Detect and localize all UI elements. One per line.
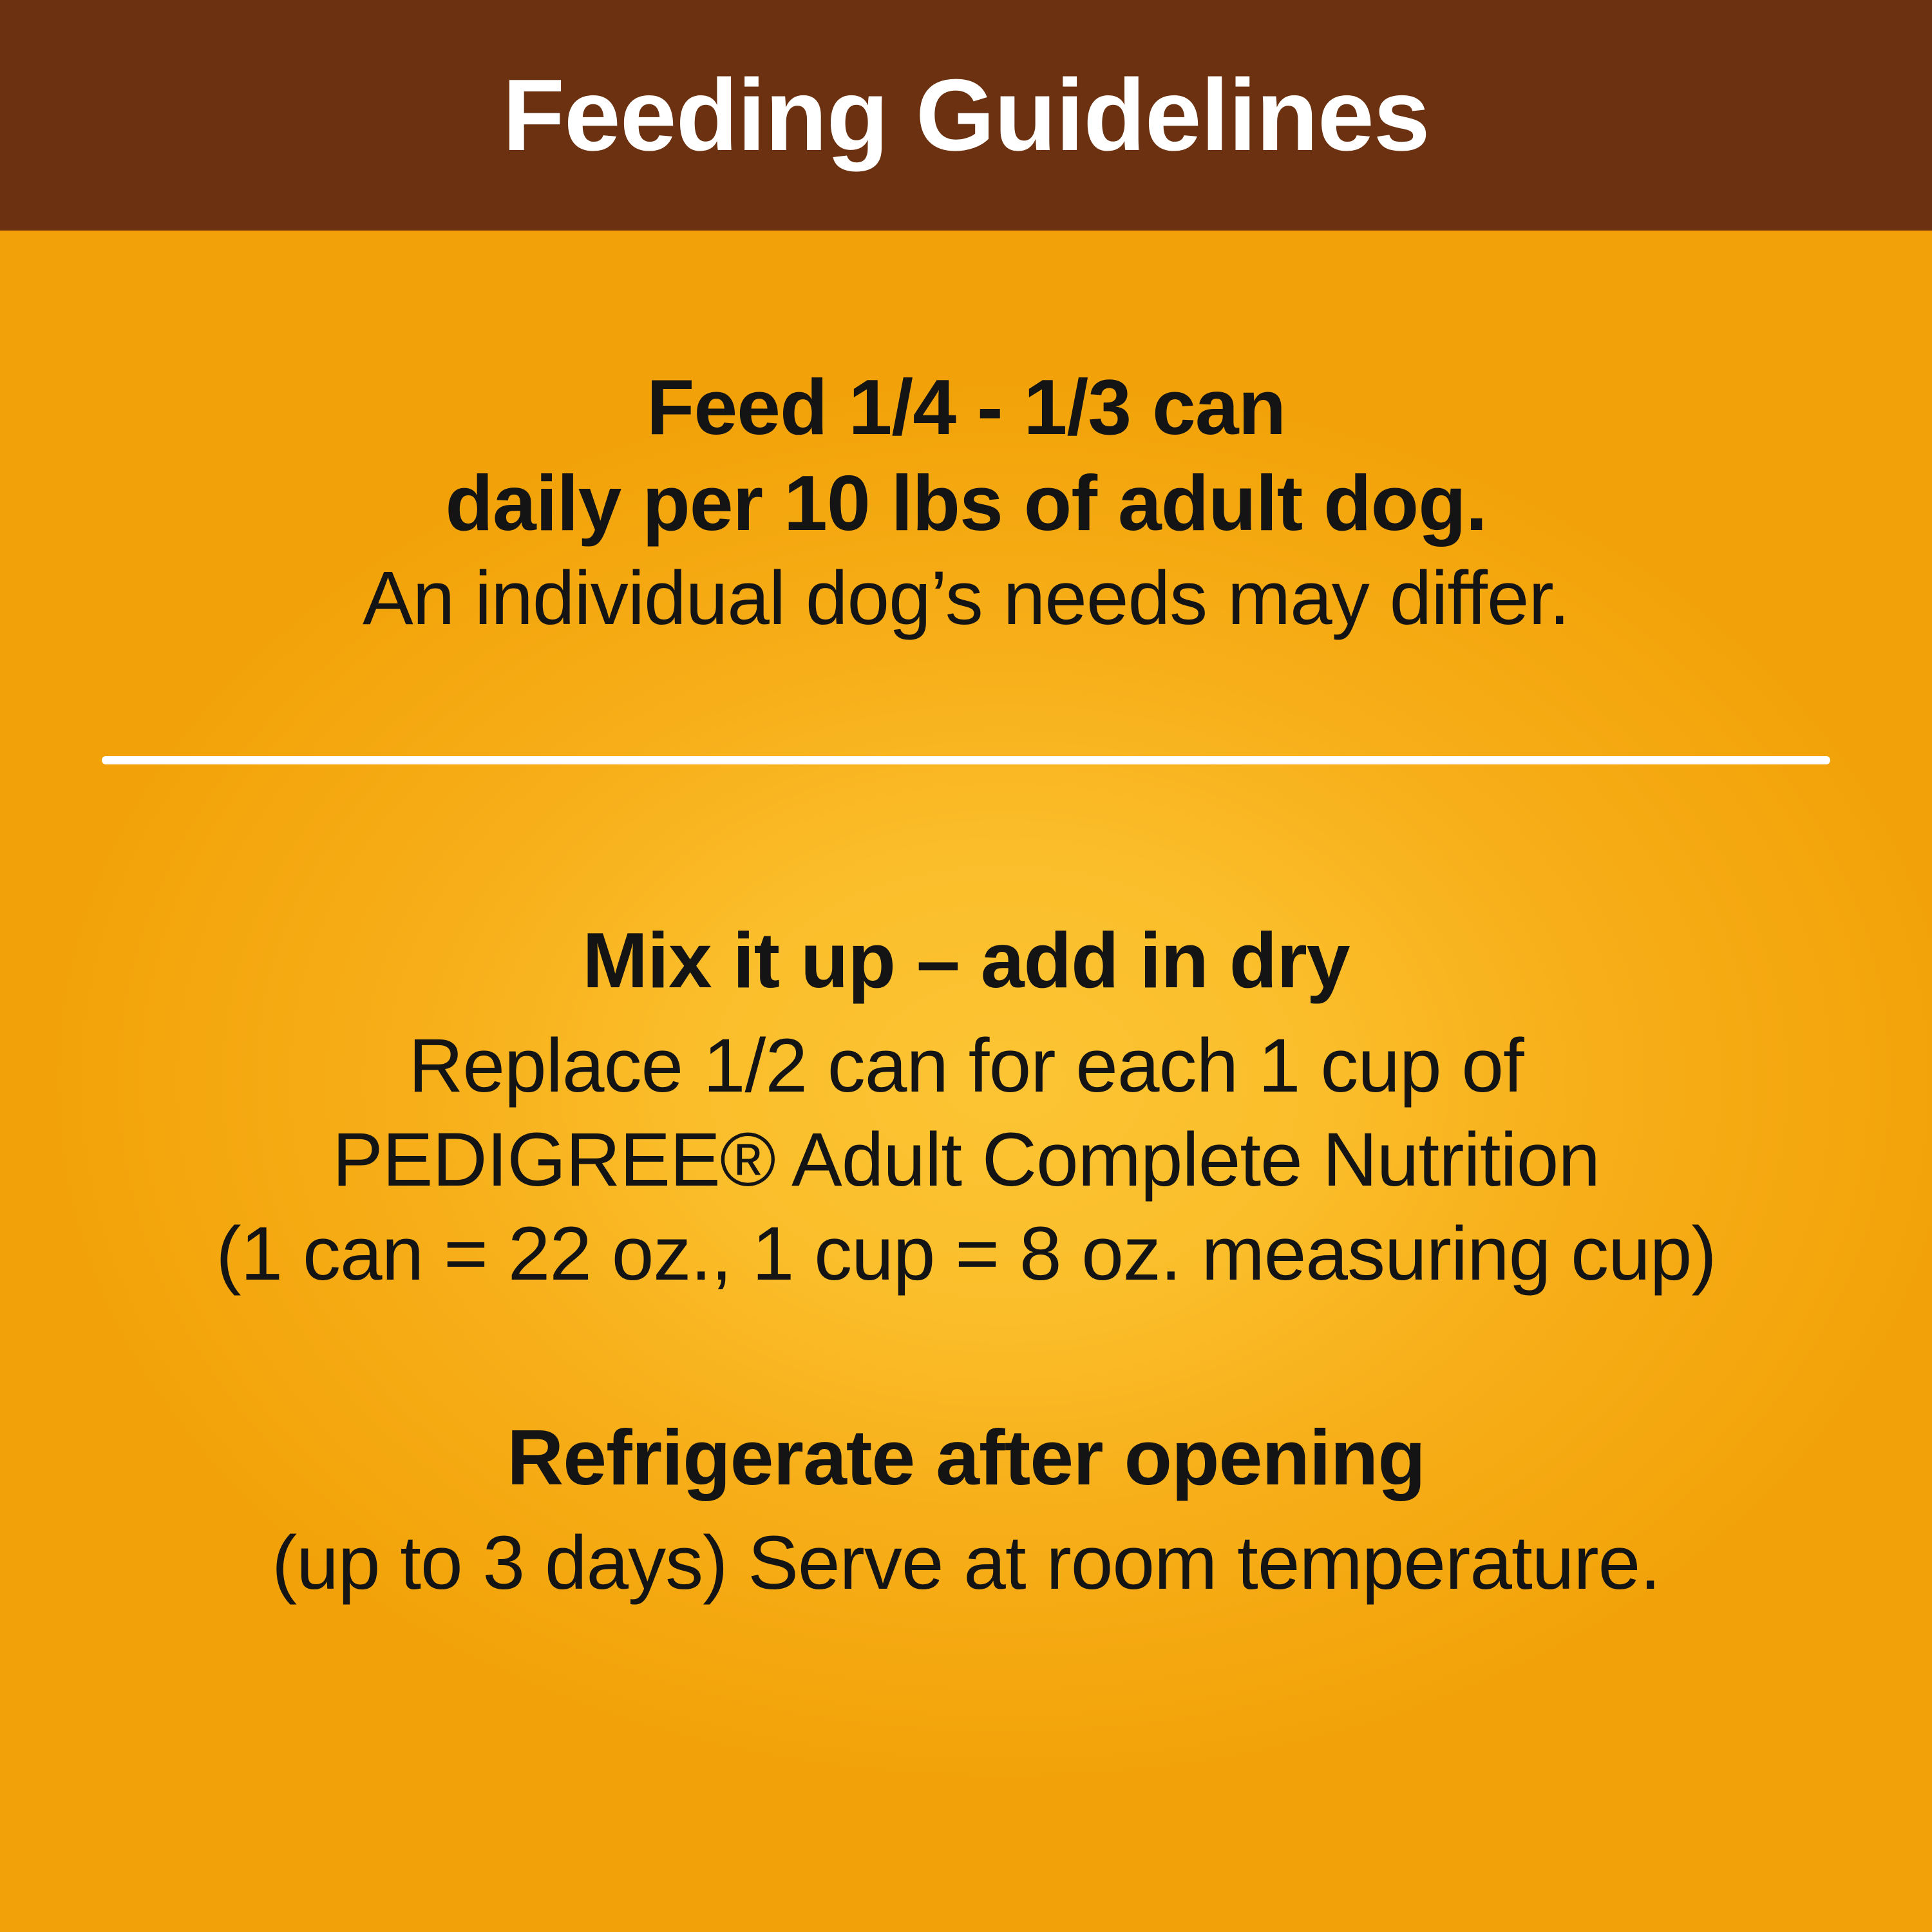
mix-it-up-line-3: (1 can = 22 oz., 1 cup = 8 oz. measuring cup) <box>216 1211 1716 1297</box>
page-title: Feeding Guidelines <box>502 59 1430 172</box>
refrigerate-heading: Refrigerate after opening <box>507 1413 1425 1501</box>
mix-it-up-section <box>58 913 1874 1302</box>
mix-it-up-line-1: Replace 1/2 can for each 1 cup of <box>408 1023 1524 1108</box>
mix-it-up-heading: Mix it up – add in dry <box>582 916 1350 1004</box>
header-bar <box>0 0 1932 231</box>
section-divider <box>102 756 1830 764</box>
feeding-amount-line-1: Feed 1/4 - 1/3 can <box>646 363 1286 451</box>
feeding-amount-line-2: daily per 10 lbs of adult dog. <box>445 459 1487 547</box>
mix-it-up-line-2: PEDIGREE® Adult Complete Nutrition <box>332 1117 1600 1203</box>
feeding-amount-note: An individual dog’s needs may differ. <box>362 555 1570 641</box>
guidelines-content <box>0 231 1932 1932</box>
feeding-amount-section <box>58 359 1874 645</box>
refrigerate-section <box>58 1410 1874 1610</box>
refrigerate-note: (up to 3 days) Serve at room temperature. <box>271 1520 1661 1605</box>
